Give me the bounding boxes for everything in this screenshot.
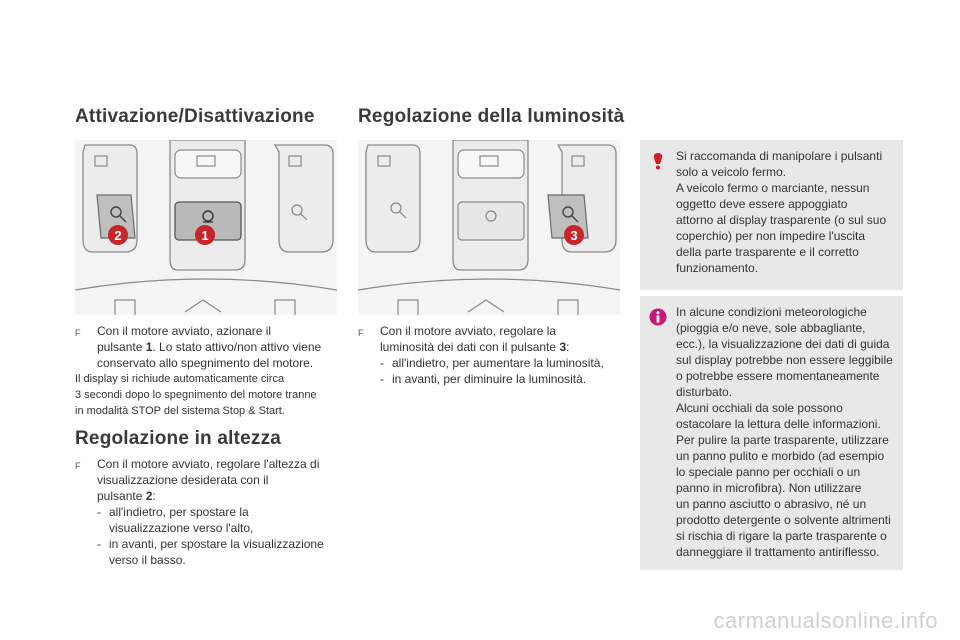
brightness-line-2-pre: luminosità dei dati con il pulsante xyxy=(380,340,560,354)
info-note-line: prodotto detergente o solvente altrimenti xyxy=(676,513,891,527)
activation-note-2: 3 secondi dopo lo spegnimento del motore tranne xyxy=(75,389,317,401)
brightness-text xyxy=(358,323,620,387)
info-note-text xyxy=(676,304,897,560)
info-note-line: sul display potrebbe non essere leggibile xyxy=(676,353,893,367)
activation-bullet xyxy=(75,323,337,371)
height-line-3-pre: pulsante xyxy=(97,489,146,503)
info-note-line: disturbato. xyxy=(676,385,733,399)
height-text xyxy=(75,456,337,568)
info-note-line: lo speciale panno per occhiali o un xyxy=(676,465,861,479)
warning-note-line: Si raccomanda di manipolare i pulsanti xyxy=(676,149,883,163)
height-dash-2a: in avanti, per spostare la visualizzazione xyxy=(109,537,324,551)
brightness-bullet xyxy=(358,323,620,355)
info-note-line: Alcuni occhiali da sole possono xyxy=(676,401,843,415)
warning-note-line: attorno al display trasparente (o sul suo xyxy=(676,213,887,227)
activation-title: Attivazione/Disattivazione xyxy=(75,106,315,127)
brightness-dash-1-text: all'indietro, per aumentare la luminosità, xyxy=(392,356,604,370)
activation-line-3: conservato allo spegnimento del motore. xyxy=(97,356,314,370)
warning-note-text xyxy=(676,148,897,276)
bullet-mark: F xyxy=(358,328,364,338)
brightness-line-1: Con il motore avviato, regolare la xyxy=(380,324,557,338)
brightness-dash-1: - all'indietro, per aumentare la luminosità, xyxy=(380,356,604,370)
activation-button-number: 1 xyxy=(145,340,153,354)
brightness-line-2 xyxy=(380,339,569,355)
brightness-line-2-post: : xyxy=(566,340,570,354)
warning-icon xyxy=(649,152,667,170)
warning-note-line: solo a veicolo fermo. xyxy=(676,165,787,179)
info-note xyxy=(640,296,903,570)
info-note-line: danneggiare il trattamento antiriflesso. xyxy=(676,545,880,559)
height-bullet xyxy=(75,456,337,504)
brightness-button-number: 3 xyxy=(559,340,567,354)
brightness-title: Regolazione della luminosità xyxy=(358,106,625,127)
height-button-number: 2 xyxy=(145,489,153,503)
activation-line-2-post: . Lo stato attivo/non attivo viene xyxy=(152,340,322,354)
warning-note-line: oggetto deve essere appoggiato xyxy=(676,197,848,211)
warning-note-line: della parte trasparente e il corretto xyxy=(676,245,859,259)
brightness-dash-2-text: in avanti, per diminuire la luminosità. xyxy=(392,372,587,386)
activation-line-2 xyxy=(97,339,321,355)
info-note-line: panno in microfibra). Non utilizzare xyxy=(676,481,862,495)
height-line-3 xyxy=(97,488,319,504)
bullet-mark: F xyxy=(75,461,81,471)
info-note-line: o potrebbe essere momentaneamente xyxy=(676,369,880,383)
warning-note xyxy=(640,140,903,290)
height-dash-1b: visualizzazione verso l'alto, xyxy=(109,521,254,535)
info-note-line: un panno pulito e morbido (ad esempio xyxy=(676,449,885,463)
warning-note-line: funzionamento. xyxy=(676,261,759,275)
activation-note-3: in modalità STOP del sistema Stop & Start. xyxy=(75,405,285,417)
info-note-line: ecc.), la visualizzazione dei dati di guida xyxy=(676,337,890,351)
warning-note-line: coperchio) per non impedire l'uscita xyxy=(676,229,866,243)
activation-line-1: Con il motore avviato, azionare il xyxy=(97,324,272,338)
badge-1: 1 xyxy=(201,228,209,243)
brightness-dash-2: - in avanti, per diminuire la luminosità. xyxy=(380,372,587,386)
info-note-line: In alcune condizioni meteorologiche xyxy=(676,305,867,319)
activation-note-1: Il display si richiude automaticamente circa xyxy=(75,373,285,385)
height-dash-2b: verso il basso. xyxy=(109,553,186,567)
info-icon xyxy=(649,308,667,326)
info-note-line: ostacolare la lettura delle informazioni. xyxy=(676,417,881,431)
info-note-line: (pioggia e/o neve, sole abbagliante, xyxy=(676,321,866,335)
height-title: Regolazione in altezza xyxy=(75,428,282,449)
hud-controls-illustration-left xyxy=(75,140,337,315)
bullet-mark: F xyxy=(75,328,81,338)
info-note-line: Per pulire la parte trasparente, utilizzare xyxy=(676,433,889,447)
activation-line-2-pre: pulsante xyxy=(97,340,146,354)
height-line-1: Con il motore avviato, regolare l'altezza di xyxy=(97,457,320,471)
height-dash-1: - all'indietro, per spostare la visualizzazione verso l'alto, xyxy=(97,505,254,535)
info-note-line: un panno asciutto o abrasivo, né un xyxy=(676,497,867,511)
watermark: carmanualsonline.info xyxy=(713,608,938,633)
height-line-2: visualizzazione desiderata con il xyxy=(97,473,269,487)
height-dash-2: - in avanti, per spostare la visualizzazione verso il basso. xyxy=(97,537,324,567)
info-note-line: si rischia di rigare la parte trasparente o xyxy=(676,529,887,543)
warning-note-line: A veicolo fermo o marciante, nessun xyxy=(676,181,870,195)
height-line-3-post: : xyxy=(152,489,156,503)
activation-text xyxy=(75,323,337,419)
badge-3: 3 xyxy=(570,228,578,243)
badge-2: 2 xyxy=(114,228,122,243)
hud-controls-illustration-right xyxy=(358,140,620,315)
height-dash-1a: all'indietro, per spostare la xyxy=(109,505,249,519)
